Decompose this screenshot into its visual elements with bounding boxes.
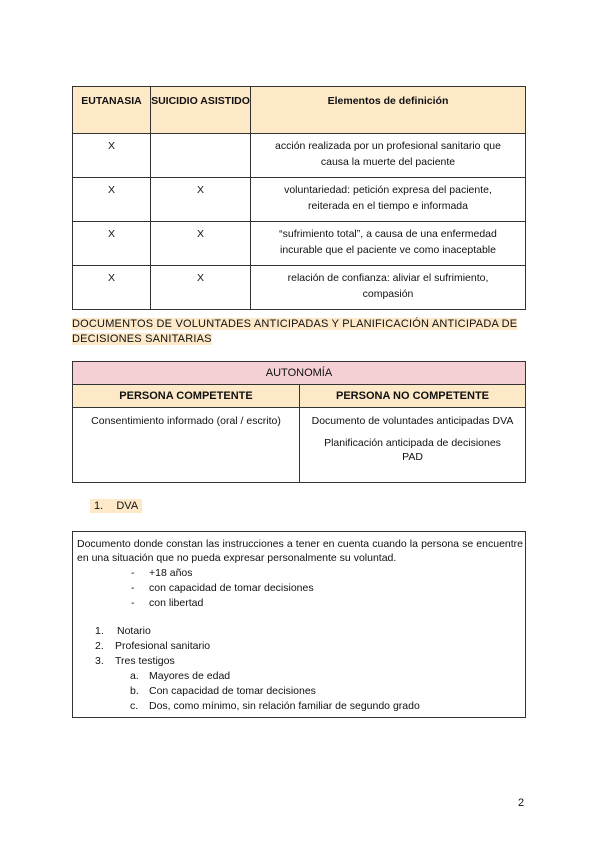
cell-definicion: relación de confianza: aliviar el sufrimiento, compasión <box>251 266 526 310</box>
page-number: 2 <box>518 797 525 809</box>
table-header-row <box>73 87 526 134</box>
list-item: Consentimiento informado (oral / escrito) <box>91 415 281 427</box>
cell-definicion: acción realizada por un profesional sanitario que causa la muerte del paciente <box>251 134 526 178</box>
list-item <box>95 639 210 654</box>
list-item <box>130 684 316 699</box>
list-item: Documento de voluntades anticipadas DVA <box>311 415 514 427</box>
section-title <box>72 317 528 347</box>
list-marker: b. <box>130 685 139 697</box>
dva-heading-label: DVA <box>116 500 139 512</box>
list-marker: 1. <box>95 625 104 637</box>
table-row <box>73 266 526 310</box>
section-title-text: DOCUMENTOS DE VOLUNTADES ANTICIPADAS Y PLANIFICACIÓN ANTICIPADA DE DECISIONES SANITARIAS <box>72 318 518 345</box>
list-marker: c. <box>130 700 139 712</box>
cell-eutanasia: X <box>73 266 151 310</box>
list-item <box>95 654 175 669</box>
competent-cell <box>73 408 300 483</box>
list-item <box>95 624 151 639</box>
autonomy-title: AUTONOMÍA <box>73 362 526 385</box>
list-item: Planificación anticipada de decisiones PAD <box>324 437 501 463</box>
header-persona-competente: PERSONA COMPETENTE <box>73 385 300 408</box>
cell-suicidio: X <box>151 266 251 310</box>
dva-heading <box>90 500 142 512</box>
list-marker: 3. <box>95 655 104 667</box>
header-suicidio-asistido: SUICIDIO ASISTIDO <box>151 87 251 134</box>
table-row <box>73 222 526 266</box>
requirement-text: con libertad <box>149 597 204 609</box>
dva-definition-box <box>72 531 526 718</box>
header-eutanasia: EUTANASIA <box>73 87 151 134</box>
condition-text: Dos, como mínimo, sin relación familiar de segundo grado <box>149 700 420 712</box>
table-row <box>73 134 526 178</box>
autonomy-table <box>72 361 526 483</box>
condition-text: Mayores de edad <box>149 670 231 682</box>
header-persona-no-competente: PERSONA NO COMPETENTE <box>300 385 526 408</box>
condition-text: Con capacidad de tomar decisiones <box>149 685 316 697</box>
cell-definicion: voluntariedad: petición expresa del paciente, reiterada en el tiempo e informada <box>251 178 526 222</box>
requirement-text: +18 años <box>149 567 193 579</box>
cell-suicidio <box>151 134 251 178</box>
cell-definicion: “sufrimiento total”, a causa de una enfermedad incurable que el paciente ve como inaceptable <box>251 222 526 266</box>
list-item <box>130 669 230 684</box>
non-competent-cell <box>300 408 526 483</box>
dva-heading-number: 1. <box>94 500 104 512</box>
option-text: Tres testigos <box>115 655 175 667</box>
dva-intro-text: Documento donde constan las instrucciones a tener en cuenta cuando la persona se encuentre en una situación que no pueda expresar personalmente su voluntad. <box>77 538 523 564</box>
table-row <box>73 178 526 222</box>
cell-eutanasia: X <box>73 134 151 178</box>
header-elementos: Elementos de definición <box>251 87 526 134</box>
list-marker: 2. <box>95 640 104 652</box>
euthanasia-comparison-table <box>72 86 526 310</box>
requirement-text: con capacidad de tomar decisiones <box>149 582 314 594</box>
list-item: - con libertad <box>131 597 204 609</box>
list-marker: a. <box>130 670 139 682</box>
option-text: Notario <box>117 625 151 637</box>
option-text: Profesional sanitario <box>115 640 211 652</box>
cell-suicidio: X <box>151 222 251 266</box>
cell-eutanasia: X <box>73 178 151 222</box>
cell-eutanasia: X <box>73 222 151 266</box>
list-item: - con capacidad de tomar decisiones <box>131 582 314 594</box>
cell-suicidio: X <box>151 178 251 222</box>
list-item <box>130 699 420 714</box>
list-item: - +18 años <box>131 567 193 579</box>
